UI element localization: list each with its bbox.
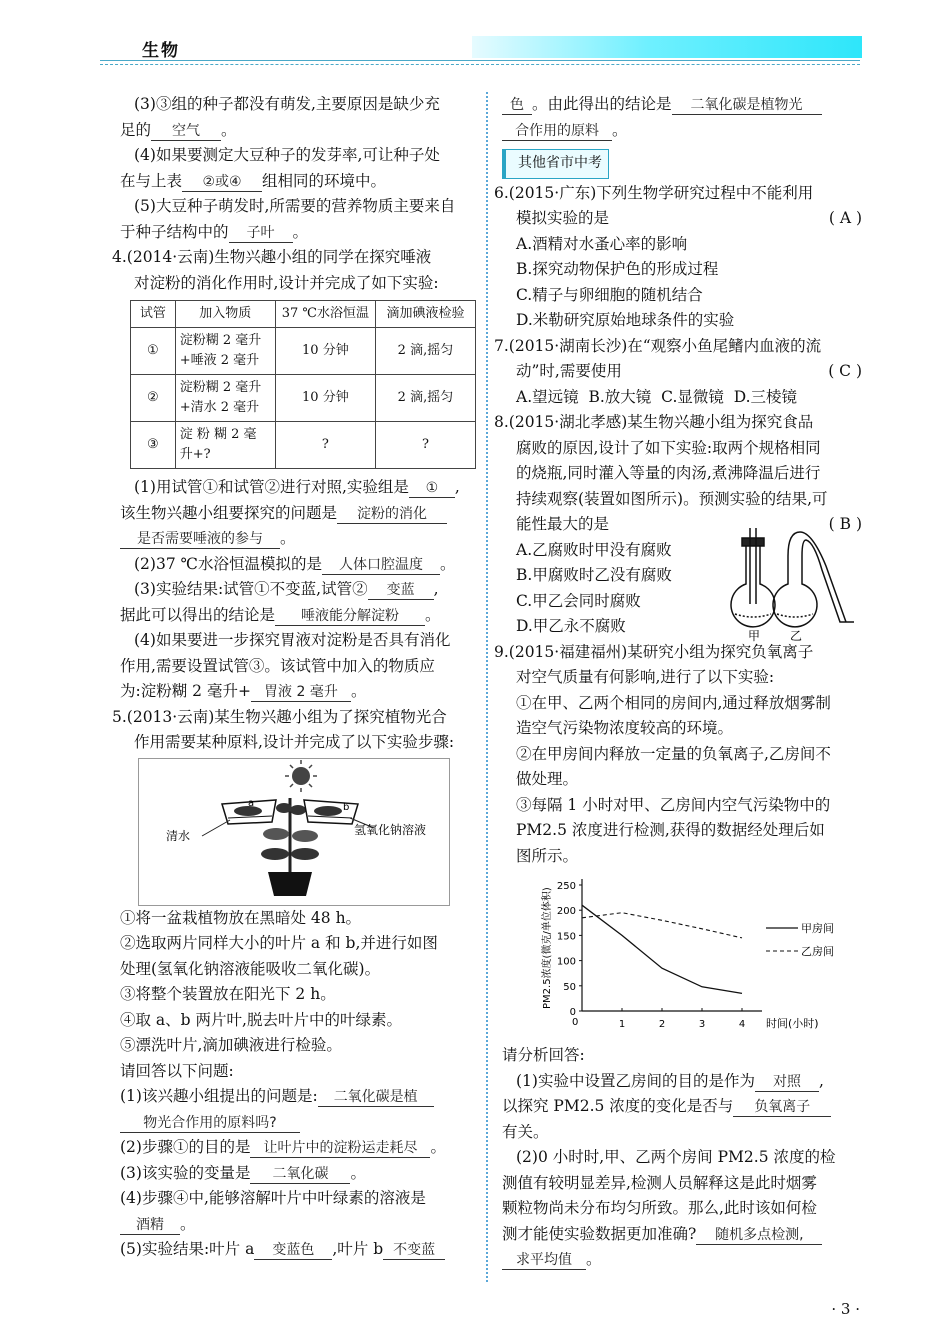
ask-line: 请回答以下问题: bbox=[120, 1061, 234, 1080]
q9-step: PM2.5 浓度进行检测,获得的数据经处理后如 bbox=[516, 821, 825, 839]
answer-blank: 淀粉的消化 bbox=[337, 506, 447, 524]
answer-blank: 不变蓝 bbox=[383, 1242, 445, 1260]
chart-axes bbox=[582, 879, 762, 1011]
legend-label-jia: 甲房间 bbox=[801, 922, 834, 935]
q4-2-line: (2)37 ℃水浴恒温模拟的是 人体口腔温度 。 bbox=[134, 554, 456, 573]
q9-step: 做处理。 bbox=[516, 770, 579, 788]
q8-stem5: 能性最大的是 ( B ) bbox=[502, 512, 862, 538]
q8-stem3: 的烧瓶,同时灌入等量的肉汤,煮沸降温后进行 bbox=[516, 464, 821, 482]
section-title-row bbox=[502, 147, 862, 181]
q9-step: 图所示。 bbox=[516, 846, 579, 865]
header-color-bar bbox=[472, 36, 862, 58]
answer-blank: 让叶片中的淀粉运走耗尽 bbox=[250, 1140, 430, 1158]
x-tick-label: 1 bbox=[618, 1019, 626, 1030]
answer-blank: 唾液能分解淀粉 bbox=[275, 608, 425, 626]
option-item: B.探究动物保护色的形成过程 bbox=[516, 260, 719, 278]
answer-2: (2)步骤①的目的是 让叶片中的淀粉运走耗尽 。 bbox=[120, 1138, 446, 1156]
step-3: ③将整个装置放在阳光下 2 h。 bbox=[120, 985, 336, 1003]
answer-1-cont bbox=[120, 1110, 476, 1136]
y-tick-label: 100 bbox=[556, 956, 576, 968]
table-cell: 淀粉糊 2 毫升 +唾液 2 毫升 bbox=[175, 328, 275, 375]
r2-line5: 求平均值 。 bbox=[502, 1247, 862, 1273]
chart-ylabel: PM2.5浓度(微克/单位体积) bbox=[542, 887, 553, 1009]
q4-1-line2: 该生物兴趣小组要探究的问题是 淀粉的消化 bbox=[120, 501, 476, 527]
option-item: B.甲腐败时乙没有腐败 bbox=[516, 566, 672, 584]
option-item: C.精子与卵细胞的随机结合 bbox=[516, 285, 703, 304]
left-column bbox=[112, 92, 476, 1263]
answer-blank: 子叶 bbox=[229, 225, 293, 243]
answer-4-cont: 酒精 。 bbox=[120, 1212, 476, 1238]
q3-3-line2: 足的 空气 。 bbox=[120, 120, 237, 139]
table-cell: ② bbox=[131, 375, 176, 422]
r1-line2: 以探究 PM2.5 浓度的变化是否与 负氧离子 bbox=[502, 1094, 862, 1120]
table-header: 37 ℃水浴恒温 bbox=[275, 301, 375, 328]
table-cell: 2 滴,摇匀 bbox=[375, 328, 475, 375]
table-cell: 10 分钟 bbox=[275, 328, 375, 375]
continued-answer: 色 。由此得出的结论是 二氧化碳是植物光 bbox=[502, 92, 862, 118]
page-number: · 3 · bbox=[831, 1300, 860, 1318]
r2-line4: 测才能使实验数据更加准确? 随机多点检测, bbox=[502, 1222, 862, 1248]
header-rule bbox=[100, 60, 860, 61]
table-cell: ③ bbox=[131, 422, 176, 469]
q9-stem: 9.(2015·福建福州)某研究小组为探究负氧离子 bbox=[494, 642, 814, 661]
r2-line3: 颗粒物尚未分布均匀所致。那么,此时该如何检 bbox=[502, 1199, 817, 1217]
option-item: A.酒精对水蚤心率的影响 bbox=[516, 234, 688, 253]
answer-blank: 空气 bbox=[151, 123, 221, 141]
q8-stem2: 腐败的原因,设计了如下实验:取两个规格相同 bbox=[516, 438, 821, 457]
answer-blank: ① bbox=[409, 480, 455, 498]
table-row bbox=[131, 328, 476, 375]
q4-3-line2: 据此可以得出的结论是 唾液能分解淀粉 。 bbox=[120, 605, 441, 624]
table-cell: 2 滴,摇匀 bbox=[375, 375, 475, 422]
answer-5: (5)实验结果:叶片 a 变蓝色 ,叶片 b 不变蓝 bbox=[120, 1237, 476, 1263]
y-tick-label: 200 bbox=[556, 906, 576, 918]
answer-blank: 变蓝色 bbox=[254, 1242, 332, 1260]
answer-blank: 对照 bbox=[755, 1074, 819, 1092]
x-tick-label: 4 bbox=[738, 1019, 746, 1030]
table-cell: 淀 粉 糊 2 毫 升+? bbox=[175, 422, 275, 469]
q9-step: ①在甲、乙两个相同的房间内,通过释放烟雾制 bbox=[516, 693, 831, 712]
option-item: A.乙腐败时甲没有腐败 bbox=[516, 540, 672, 559]
y-ticks bbox=[557, 881, 582, 1018]
pointer-line bbox=[202, 820, 230, 836]
r1-line: (1)实验中设置乙房间的目的是作为 对照 , bbox=[516, 1071, 824, 1090]
answer-blank: 人体口腔温度 bbox=[322, 557, 440, 575]
table-cell: 10 分钟 bbox=[275, 375, 375, 422]
page-header bbox=[0, 0, 950, 70]
table-row bbox=[131, 422, 476, 469]
series-line-jia bbox=[582, 905, 742, 993]
table-header: 滴加碘液检验 bbox=[375, 301, 475, 328]
table-cell: ? bbox=[375, 422, 475, 469]
table-cell: ① bbox=[131, 328, 176, 375]
y-tick-label: 150 bbox=[556, 931, 576, 943]
flask-figure bbox=[714, 526, 859, 644]
q8-option-block bbox=[502, 538, 862, 643]
q8-stem: 8.(2015·湖北孝感)某生物兴趣小组为探究食品 bbox=[494, 413, 814, 431]
right-column bbox=[494, 92, 862, 1273]
step-2: ②选取两片同样大小的叶片 a 和 b,并进行如图 bbox=[120, 934, 438, 952]
answer-blank: 二氧化碳是植 bbox=[318, 1089, 434, 1107]
flask-yi-label: 乙 bbox=[790, 628, 803, 643]
subject-title: 生物 bbox=[142, 41, 180, 61]
answer-blank: 胃液 2 毫升 bbox=[251, 684, 351, 702]
column-divider bbox=[486, 92, 488, 1282]
naoh-label: 氢氧化钠溶液 bbox=[354, 822, 427, 837]
answer-blank: 二氧化碳是植物光 bbox=[672, 97, 822, 115]
ask-line: 请分析回答: bbox=[502, 1046, 585, 1064]
answer-blank: ②或④ bbox=[182, 174, 262, 192]
r1-line3: 有关。 bbox=[502, 1122, 549, 1141]
q4-1-line: (1)用试管①和试管②进行对照,实验组是 ① , bbox=[134, 478, 460, 496]
legend-label-yi: 乙房间 bbox=[801, 945, 834, 958]
q9-step: ③每隔 1 小时对甲、乙房间内空气污染物中的 bbox=[516, 795, 831, 814]
naoh-bag bbox=[304, 800, 358, 824]
y-tick-label: 250 bbox=[556, 881, 576, 892]
chart-xlabel: 时间(小时) bbox=[766, 1017, 819, 1030]
r2-line2: 测值有较明显差异,检测人员解释这是此时烟雾 bbox=[502, 1173, 817, 1192]
plant-icon bbox=[261, 798, 319, 896]
header-rule-dashed bbox=[100, 64, 860, 65]
table-header: 试管 bbox=[131, 301, 176, 328]
q7-stem: 7.(2015·湖南长沙)在“观察小鱼尾鳍内血液的流 bbox=[494, 336, 822, 355]
q4-4-line2: 作用,需要设置试管③。该试管中加入的物质应 bbox=[120, 656, 435, 675]
q4-4-line: (4)如果要进一步探究胃液对淀粉是否具有消化 bbox=[134, 631, 451, 649]
step-2-cont: 处理(氢氧化钠溶液能吸收二氧化碳)。 bbox=[120, 959, 381, 978]
answer-1: (1)该兴趣小组提出的问题是: 二氧化碳是植 bbox=[120, 1084, 476, 1110]
plant-experiment-figure bbox=[138, 758, 468, 906]
q4-3-line: (3)实验结果:试管①不变蓝,试管② 变蓝 , bbox=[134, 580, 439, 598]
q8-answer: ( B ) bbox=[828, 515, 862, 533]
sun-icon bbox=[285, 760, 317, 792]
option-item: D.甲乙永不腐败 bbox=[516, 617, 626, 635]
answer-blank: 合作用的原料 bbox=[502, 123, 612, 141]
leaf-b-label: b bbox=[343, 801, 350, 813]
series-line-yi bbox=[582, 913, 742, 938]
q6-answer: ( A ) bbox=[828, 209, 862, 227]
step-1: ①将一盆栽植物放在黑暗处 48 h。 bbox=[120, 908, 362, 927]
y-tick-label: 50 bbox=[563, 981, 576, 993]
y-tick-label: 0 bbox=[569, 1007, 576, 1018]
answer-blank: 酒精 bbox=[120, 1217, 180, 1235]
origin-label: 0 bbox=[572, 1017, 579, 1028]
r2-line: (2)0 小时时,甲、乙两个房间 PM2.5 浓度的检 bbox=[516, 1148, 836, 1166]
flask-yi-icon bbox=[773, 532, 854, 627]
table-header: 加入物质 bbox=[175, 301, 275, 328]
q4-4-line3: 为:淀粉糊 2 毫升+ 胃液 2 毫升 。 bbox=[120, 682, 367, 700]
answer-blank: 随机多点检测, bbox=[696, 1227, 822, 1245]
x-tick-label: 3 bbox=[698, 1019, 706, 1030]
flask-jia-label: 甲 bbox=[748, 628, 761, 643]
answer-blank: 变蓝 bbox=[368, 582, 434, 600]
q5-stem2: 作用需要某种原料,设计并完成了以下实验步骤: bbox=[134, 733, 455, 751]
answer-blank: 负氧离子 bbox=[733, 1099, 831, 1117]
q7-options: A.望远镜 B.放大镜 C.显微镜 D.三棱镜 bbox=[516, 387, 798, 406]
q7-answer: ( C ) bbox=[828, 362, 862, 380]
pm25-line-chart bbox=[516, 871, 856, 1041]
q3-4-line: (4)如果要测定大豆种子的发芽率,可让种子处 bbox=[134, 146, 440, 164]
q3-5-line: (5)大豆种子萌发时,所需要的营养物质主要来自 bbox=[134, 197, 456, 215]
step-4: ④取 a、b 两片叶,脱去叶片中的叶绿素。 bbox=[120, 1010, 402, 1029]
q9-stem2: 对空气质量有何影响,进行了以下实验: bbox=[516, 668, 775, 686]
option-item: C.甲乙会同时腐败 bbox=[516, 591, 641, 610]
table-row bbox=[131, 375, 476, 422]
answer-blank: 是否需要唾液的参与 bbox=[120, 531, 280, 549]
q4-1-line3: 是否需要唾液的参与 。 bbox=[120, 526, 476, 552]
section-title: 其他省市中考 bbox=[502, 149, 609, 179]
q7-stem2: 动”时,需要使用 ( C ) bbox=[502, 359, 862, 385]
experiment-table bbox=[130, 300, 476, 469]
table-cell: 淀粉糊 2 毫升 +清水 2 毫升 bbox=[175, 375, 275, 422]
q8-stem4: 持续观察(装置如图所示)。预测实验的结果,可 bbox=[516, 489, 828, 508]
answer-blank: 二氧化碳 bbox=[250, 1166, 350, 1184]
q9-step: ②在甲房间内释放一定量的负氧离子,乙房间不 bbox=[516, 744, 831, 763]
q3-5-line2: 于种子结构中的 子叶 。 bbox=[120, 222, 309, 241]
q3-3-line: (3)③组的种子都没有萌发,主要原因是缺少充 bbox=[134, 95, 440, 113]
table-cell: ? bbox=[275, 422, 375, 469]
answer-blank: 求平均值 bbox=[502, 1252, 586, 1270]
answer-3: (3)该实验的变量是 二氧化碳 。 bbox=[120, 1163, 366, 1182]
option-item: D.米勒研究原始地球条件的实验 bbox=[516, 311, 735, 329]
table-header-row bbox=[131, 301, 476, 328]
flask-jia-icon bbox=[731, 528, 775, 627]
q6-stem2: 模拟实验的是 ( A ) bbox=[502, 206, 862, 232]
answer-4: (4)步骤④中,能够溶解叶片中叶绿素的溶液是 bbox=[120, 1189, 426, 1207]
leaf-a-label: a bbox=[248, 797, 255, 809]
q5-stem: 5.(2013·云南)某生物兴趣小组为了探究植物光合 bbox=[112, 707, 447, 726]
answer-blank: 色 bbox=[502, 97, 532, 115]
q6-stem: 6.(2015·广东)下列生物学研究过程中不能利用 bbox=[494, 183, 814, 202]
q4-stem2: 对淀粉的消化作用时,设计并完成了如下实验: bbox=[134, 273, 439, 292]
x-tick-label: 2 bbox=[658, 1019, 666, 1030]
continued-answer-2: 合作用的原料 。 bbox=[502, 118, 862, 144]
water-label: 清水 bbox=[166, 828, 191, 843]
q4-stem: 4.(2014·云南)生物兴趣小组的同学在探究唾液 bbox=[112, 248, 432, 266]
q3-4-line2: 在与上表 ②或④ 组相同的环境中。 bbox=[120, 171, 387, 190]
step-5: ⑤漂洗叶片,滴加碘液进行检验。 bbox=[120, 1036, 342, 1054]
answer-blank: 物光合作用的原料吗? bbox=[120, 1115, 300, 1133]
q9-step: 造空气污染物浓度较高的环境。 bbox=[516, 719, 734, 737]
